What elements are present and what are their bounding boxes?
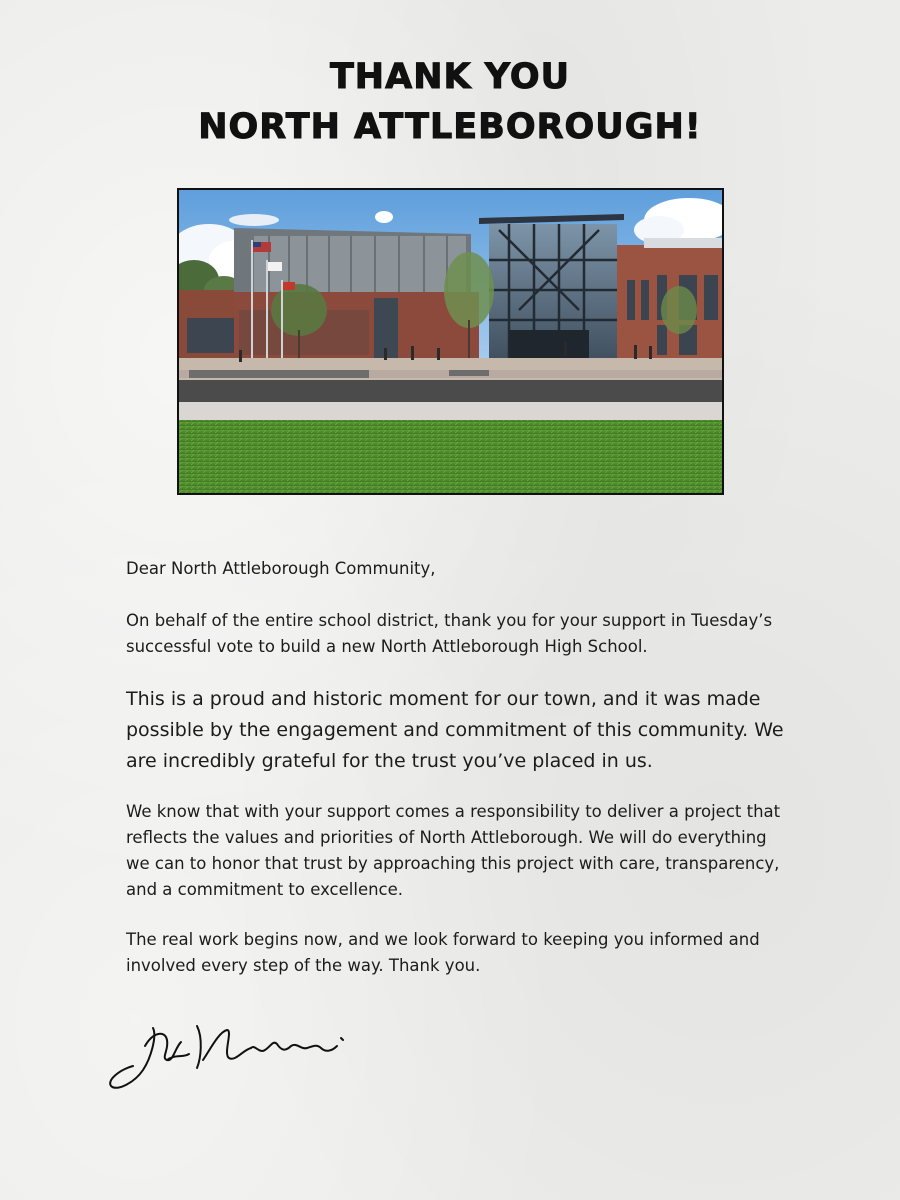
page-title (0, 52, 900, 152)
letter-body (126, 556, 786, 1003)
letter-paragraph-3: We know that with your support comes a responsibility to deliver a project that reflects the values and priorities of North Attleborough. We will do everything we can to honor that trust by approaching this project with care, transparency, and a commitment to excellence. (126, 802, 781, 899)
letter-paragraph-1: On behalf of the entire school district, thank you for your support in Tuesday’s successful vote to build a new North Attleborough High School. (126, 611, 773, 656)
signature (105, 1018, 355, 1098)
school-rendering-image (177, 188, 724, 495)
title-line-1: THANK YOU (329, 57, 571, 97)
title-line-2: NORTH ATTLEBOROUGH! (198, 107, 702, 147)
school-building-illustration (179, 190, 722, 493)
signature-icon (105, 1018, 355, 1098)
letter-paragraph-4: The real work begins now, and we look forward to keeping you informed and involved every step of the way. Thank you. (126, 930, 760, 975)
letter-greeting: Dear North Attleborough Community, (126, 559, 436, 578)
letter-paragraph-2: This is a proud and historic moment for our town, and it was made possible by the engagement and commitment of this community. We are incredibly grateful for the trust you’ve placed in us. (126, 688, 784, 772)
